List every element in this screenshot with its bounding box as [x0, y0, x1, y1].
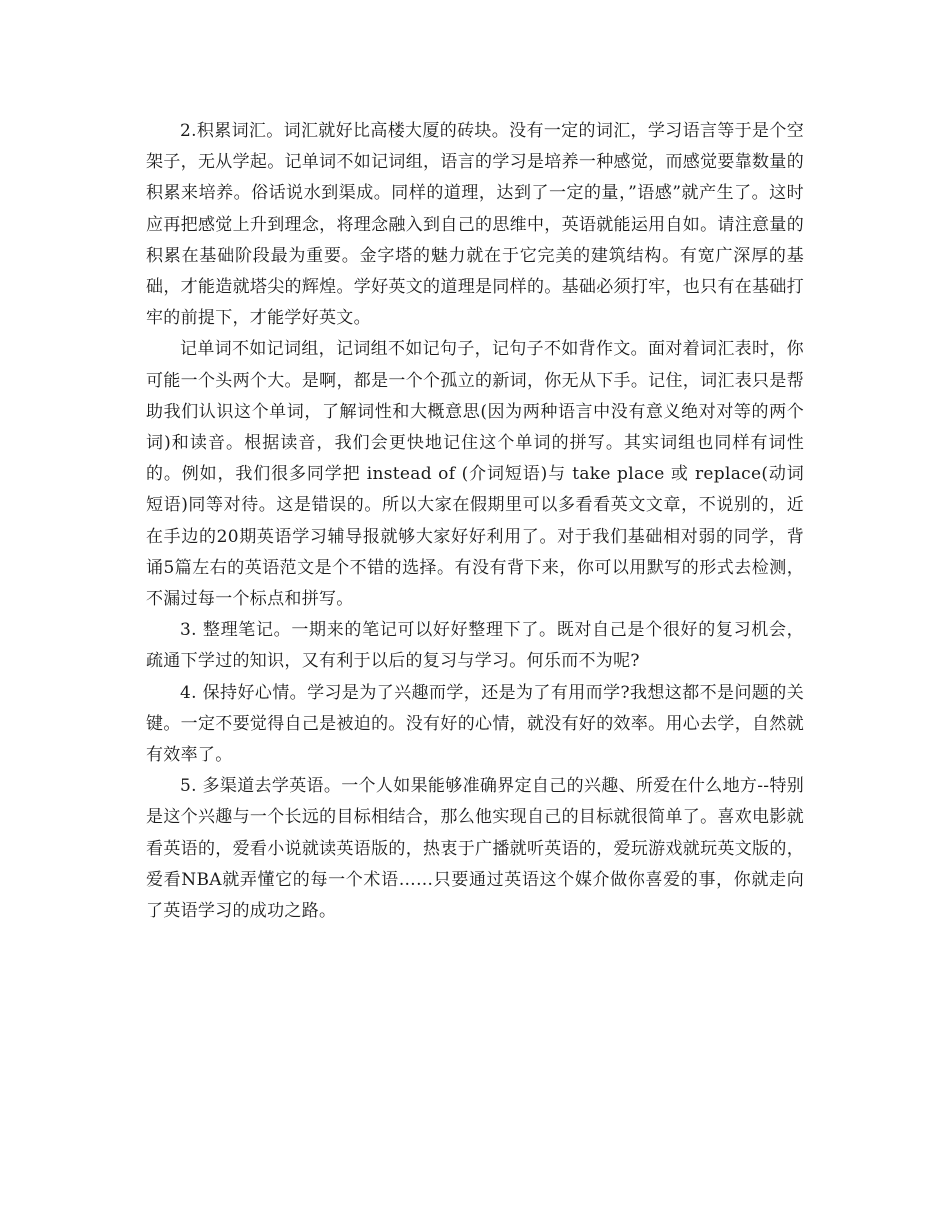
paragraph-mood: 4. 保持好心情。学习是为了兴趣而学，还是为了有用而学?我想这都不是问题的关键。一定不要觉得自己是被迫的。没有好的心情，就没有好的效率。用心去学，自然就有效率了。 — [146, 682, 804, 766]
paragraph-notes: 3. 整理笔记。一期来的笔记可以好好整理下了。既对自己是个很好的复习机会，疏通下学过的知识，又有利于以后的复习与学习。何乐而不为呢? — [146, 620, 804, 672]
document-body — [146, 116, 804, 927]
paragraph-vocabulary: 2.积累词汇。词汇就好比高楼大厦的砖块。没有一定的词汇，学习语言等于是个空架子，无从学起。记单词不如记词组，语言的学习是培养一种感觉，而感觉要靠数量的积累来培养。俗话说水到渠成。同样的道理，达到了一定的量，”语感”就产生了。这时应再把感觉上升到理念，将理念融入到自己的思维中，英语就能运用自如。请注意量的积累在基础阶段最为重要。金字塔的魅力就在于它完美的建筑结构。有宽广深厚的基础，才能造就塔尖的辉煌。学好英文的道理是同样的。基础必须打牢，也只有在基础打牢的前提下，才能学好英文。 — [146, 121, 804, 329]
paragraph-word-groups: 记单词不如记词组，记词组不如记句子，记句子不如背作文。面对着词汇表时，你可能一个头两个大。是啊，都是一个个孤立的新词，你无从下手。记住，词汇表只是帮助我们认识这个单词，了解词性和大概意思(因为两种语言中没有意义绝对对等的两个词)和读音。根据读音，我们会更快地记住这个单词的拼写。其实词组也同样有词性的。例如，我们很多同学把 instead of (介词短语)与 take place 或 replace(动词短语)同等对待。这是错误的。所以大家在假期里可以多看看英文文章，不说别的，近在手边的20期英语学习辅导报就够大家好好利用了。对于我们基础相对弱的同学，背诵5篇左右的英语范文是个不错的选择。有没有背下来，你可以用默写的形式去检测，不漏过每一个标点和拼写。 — [146, 339, 804, 610]
paragraph-channels: 5. 多渠道去学英语。一个人如果能够准确界定自己的兴趣、所爱在什么地方--特别是这个兴趣与一个长远的目标相结合，那么他实现自己的目标就很简单了。喜欢电影就看英语的，爱看小说就读英语版的，热衷于广播就听英语的，爱玩游戏就玩英文版的，爱看NBA就弄懂它的每一个术语……只要通过英语这个媒介做你喜爱的事，你就走向了英语学习的成功之路。 — [146, 776, 804, 922]
